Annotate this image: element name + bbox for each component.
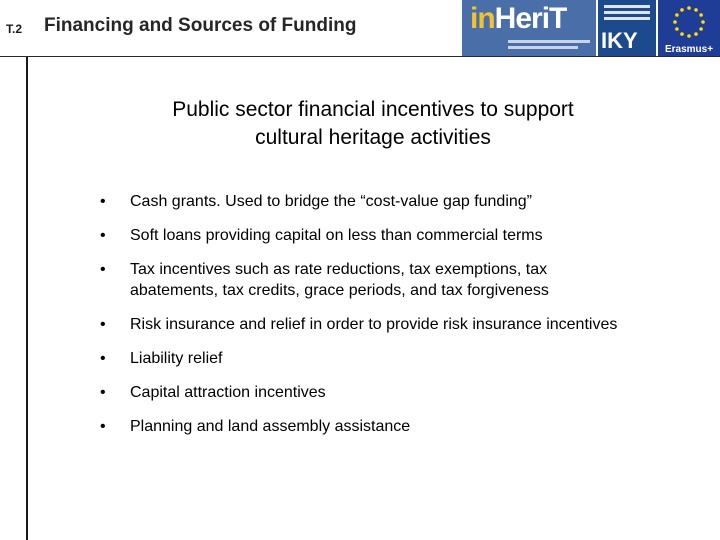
bullet-icon: • bbox=[100, 261, 106, 278]
iky-logo-text: IKY bbox=[601, 28, 638, 53]
list-item-text: Soft loans providing capital on less than commercial terms bbox=[130, 227, 543, 244]
iky-logo-greek-text bbox=[604, 5, 650, 23]
eu-star-icon bbox=[675, 27, 679, 31]
incentives-list bbox=[100, 191, 710, 437]
eu-star-icon bbox=[699, 27, 703, 31]
erasmus-plus-logo: Erasmus+ bbox=[658, 44, 720, 56]
eu-star-icon bbox=[687, 34, 691, 38]
iky-logo bbox=[598, 0, 656, 56]
list-item-text: Planning and land assembly assistance bbox=[130, 418, 411, 435]
list-item bbox=[100, 259, 710, 301]
list-item bbox=[100, 191, 710, 212]
slide-title-line: cultural heritage activities bbox=[255, 126, 491, 149]
eu-star-icon bbox=[701, 20, 705, 24]
list-item bbox=[100, 314, 710, 335]
eu-star-icon bbox=[680, 8, 684, 12]
list-item-text: Capital attraction incentives bbox=[130, 384, 326, 401]
eu-star-icon bbox=[673, 20, 677, 24]
list-item-text: Liability relief bbox=[130, 350, 223, 367]
slide-title bbox=[26, 96, 720, 152]
eu-star-icon bbox=[694, 32, 698, 36]
list-item bbox=[100, 416, 710, 437]
partner-logos bbox=[462, 0, 720, 56]
list-item-text: Cash grants. Used to bridge the “cost-value gap funding” bbox=[130, 193, 533, 210]
list-item bbox=[100, 382, 710, 403]
list-item-text: Risk insurance and relief in order to provide risk insurance incentives bbox=[130, 316, 618, 333]
list-item-text: Tax incentives such as rate reductions, tax exemptions, tax bbox=[130, 261, 548, 278]
list-item-text: abatements, tax credits, grace periods, and tax forgiveness bbox=[130, 282, 549, 299]
eu-star-icon bbox=[687, 6, 691, 10]
inherit-logo-text: inHeriT bbox=[470, 2, 567, 35]
left-border-band bbox=[0, 0, 28, 540]
inherit-tagline-line bbox=[508, 40, 590, 43]
inherit-logo bbox=[462, 0, 596, 56]
eu-star-icon bbox=[699, 13, 703, 17]
bullet-icon: • bbox=[100, 227, 106, 244]
bullet-icon: • bbox=[100, 350, 106, 367]
bullet-icon: • bbox=[100, 316, 106, 333]
slide-header bbox=[0, 0, 720, 57]
eu-star-icon bbox=[694, 8, 698, 12]
header-title: Financing and Sources of Funding bbox=[44, 15, 357, 36]
eu-flag-icon bbox=[658, 0, 720, 44]
bullet-icon: • bbox=[100, 193, 106, 210]
eu-star-icon bbox=[675, 13, 679, 17]
list-item bbox=[100, 225, 710, 246]
bullet-icon: • bbox=[100, 384, 106, 401]
slide-title-line: Public sector financial incentives to support bbox=[172, 98, 574, 121]
bullet-icon: • bbox=[100, 418, 106, 435]
inherit-tagline-line bbox=[508, 46, 578, 49]
list-item bbox=[100, 348, 710, 369]
eu-star-icon bbox=[680, 32, 684, 36]
section-number: T.2 bbox=[6, 22, 23, 36]
